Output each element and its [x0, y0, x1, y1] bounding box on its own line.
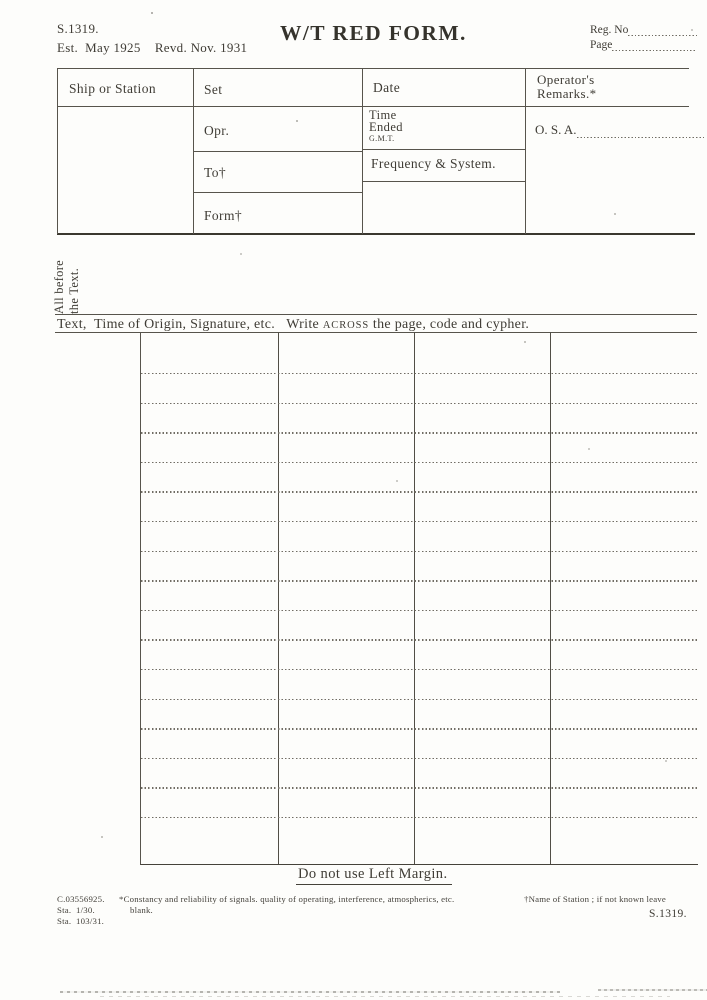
- ruled-line: [141, 521, 698, 522]
- ship-or-station-label: Ship or Station: [69, 81, 157, 96]
- frequency-row-border: [362, 181, 526, 182]
- operators-remarks-label: [537, 73, 597, 100]
- caption-across: ACROSS: [322, 319, 370, 331]
- page-write-in-field[interactable]: [612, 41, 697, 51]
- info-table: [57, 68, 689, 235]
- sta-reference-1: Sta. 1/30.: [57, 905, 95, 915]
- frequency-system-label: Frequency & System.: [371, 156, 496, 171]
- revision-note: Est. May 1925 Revd. Nov. 1931: [57, 40, 248, 55]
- table-top-border: [57, 68, 689, 69]
- grid-column-divider-2: [414, 332, 415, 864]
- scan-edge-artifact: [100, 996, 670, 997]
- opr-row-border: [193, 151, 363, 152]
- ruled-line: [141, 373, 698, 374]
- ruled-line: [141, 669, 698, 670]
- time-ended-line2: Ended: [369, 120, 403, 134]
- message-grid[interactable]: [140, 332, 698, 865]
- scan-specks: [151, 12, 153, 14]
- reg-no-label: Reg. No: [590, 24, 629, 36]
- caption-part1: Text, Time of Origin, Signature, etc. Write: [57, 316, 323, 332]
- star-footnote: *Constancy and reliability of signals. quality of operating, interference, atmospherics, etc.: [119, 894, 455, 904]
- all-before-text-note: [50, 236, 90, 316]
- do-not-use-left-margin-note: Do not use Left Margin.: [296, 866, 452, 885]
- gmt-label: G.M.T.: [369, 134, 395, 143]
- table-divider-3: [525, 68, 526, 234]
- margin-note-line1: All before: [52, 259, 66, 314]
- ruled-line: [141, 491, 698, 492]
- ruled-line: [141, 403, 698, 404]
- grid-column-divider-1: [278, 332, 279, 864]
- ruled-line: [141, 699, 698, 700]
- opr-label: Opr.: [204, 123, 230, 138]
- to-row-border: [193, 192, 363, 193]
- print-reference: C.03556925.: [57, 894, 105, 904]
- time-ended-label: [369, 109, 403, 145]
- all-before-text-rotated: [52, 236, 82, 314]
- ruled-line: [141, 432, 698, 433]
- ruled-line: [141, 787, 698, 788]
- to-label: To†: [204, 165, 227, 180]
- sta-reference-2: Sta. 103/31.: [57, 916, 105, 926]
- osa-write-in-field[interactable]: [577, 126, 705, 138]
- operators-remarks-line1: Operator's: [537, 72, 595, 87]
- page-label: Page: [590, 39, 613, 51]
- grid-column-divider-3: [550, 332, 551, 864]
- table-left-border: [57, 68, 58, 234]
- page-row: [590, 36, 697, 51]
- star-footnote-continued: blank.: [130, 905, 153, 915]
- ruled-line: [141, 462, 698, 463]
- osa-row: [535, 122, 705, 138]
- time-row-border: [362, 149, 526, 150]
- dagger-footnote: †Name of Station ; if not known leave: [524, 894, 667, 904]
- operators-remarks-line2: Remarks.*: [537, 85, 597, 101]
- ruled-line: [141, 758, 698, 759]
- reg-no-write-in-field[interactable]: [628, 26, 697, 36]
- scan-edge-artifact: [598, 989, 707, 991]
- reg-no-row: [590, 21, 697, 36]
- form-number: S.1319.: [57, 21, 99, 36]
- registration-block: [590, 21, 697, 51]
- caption-part2: the page, code and cypher.: [369, 316, 530, 332]
- set-label: Set: [204, 82, 223, 97]
- form-label: Form†: [204, 208, 243, 223]
- osa-label: O. S. A.: [535, 122, 577, 137]
- ruled-line: [141, 728, 698, 729]
- scan-edge-artifact: [60, 991, 560, 993]
- footer-form-number: S.1319.: [649, 908, 687, 920]
- table-bottom-border: [57, 233, 695, 235]
- date-label: Date: [373, 80, 401, 95]
- ruled-line: [141, 610, 698, 611]
- ruled-line: [141, 580, 698, 581]
- margin-note-line2: the Text.: [67, 267, 81, 314]
- time-ended-line1: Time: [369, 108, 397, 122]
- ruled-line: [141, 551, 698, 552]
- caption-top-rule: [55, 314, 697, 315]
- text-section-caption: [57, 317, 529, 333]
- ruled-line: [141, 639, 698, 640]
- ruled-line: [141, 817, 698, 818]
- page-title: W/T RED FORM.: [280, 21, 467, 45]
